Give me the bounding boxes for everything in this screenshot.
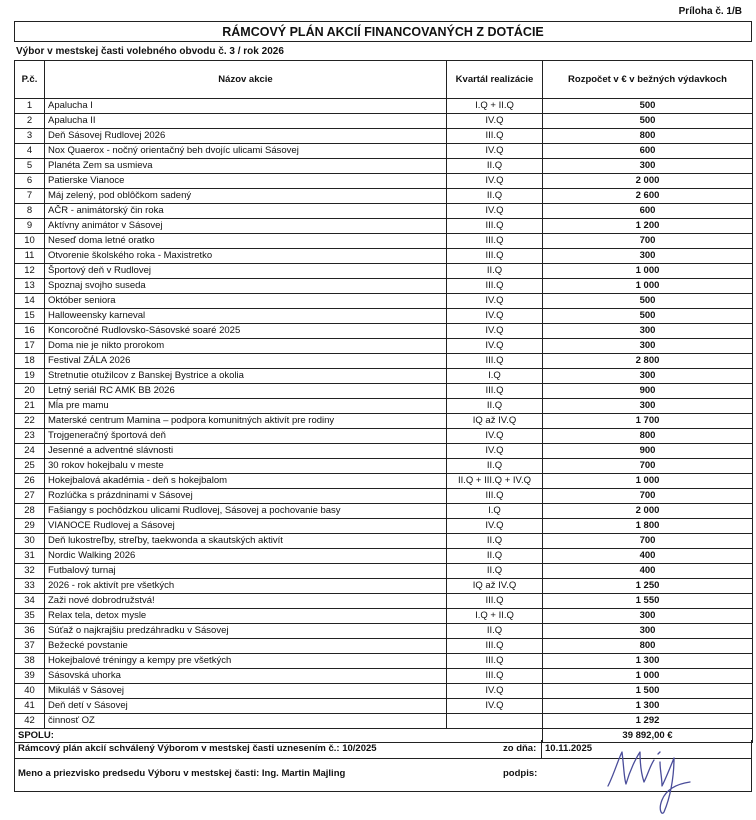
row-quarter: II.Q xyxy=(447,534,543,549)
table-row xyxy=(15,474,753,489)
row-number: 4 xyxy=(15,144,45,159)
row-number: 19 xyxy=(15,369,45,384)
row-budget: 300 xyxy=(543,159,753,174)
table-row xyxy=(15,699,753,714)
table-row xyxy=(15,354,753,369)
table-row xyxy=(15,159,753,174)
table-row xyxy=(15,99,753,114)
row-quarter: I.Q + II.Q xyxy=(447,99,543,114)
row-number: 7 xyxy=(15,189,45,204)
row-name: Hokejbalová akadémia - deň s hokejbalom xyxy=(45,474,447,489)
row-budget: 1 000 xyxy=(543,474,753,489)
row-number: 32 xyxy=(15,564,45,579)
row-budget: 1 800 xyxy=(543,519,753,534)
row-quarter: II.Q xyxy=(447,264,543,279)
table-row xyxy=(15,414,753,429)
row-number: 27 xyxy=(15,489,45,504)
row-number: 26 xyxy=(15,474,45,489)
row-number: 17 xyxy=(15,339,45,354)
row-name: Doma nie je nikto prorokom xyxy=(45,339,447,354)
table-row xyxy=(15,489,753,504)
row-quarter: IV.Q xyxy=(447,444,543,459)
row-budget: 500 xyxy=(543,309,753,324)
chair-label: Meno a priezvisko predsedu Výboru v mestskej časti: Ing. Martin Majling xyxy=(18,768,346,779)
table-row xyxy=(15,384,753,399)
row-quarter: IV.Q xyxy=(447,204,543,219)
table-row xyxy=(15,204,753,219)
row-name: Deň lukostreľby, streľby, taekwonda a skautských aktivít xyxy=(45,534,447,549)
row-quarter: III.Q xyxy=(447,219,543,234)
header-name: Názov akcie xyxy=(45,61,447,99)
row-name: Aktívny animátor v Sásovej xyxy=(45,219,447,234)
row-number: 23 xyxy=(15,429,45,444)
row-budget: 1 000 xyxy=(543,279,753,294)
row-name: Mikuláš v Sásovej xyxy=(45,684,447,699)
row-budget: 1 300 xyxy=(543,654,753,669)
row-quarter: IV.Q xyxy=(447,309,543,324)
document-title: RÁMCOVÝ PLÁN AKCIÍ FINANCOVANÝCH Z DOTÁCIE xyxy=(14,21,752,42)
row-number: 34 xyxy=(15,594,45,609)
row-name: Spoznaj svojho suseda xyxy=(45,279,447,294)
header-number: P.č. xyxy=(15,61,45,99)
row-budget: 1 200 xyxy=(543,219,753,234)
row-name: Hokejbalové tréningy a kempy pre všetkých xyxy=(45,654,447,669)
row-number: 36 xyxy=(15,624,45,639)
row-budget: 2 600 xyxy=(543,189,753,204)
signature-label: podpis: xyxy=(503,768,538,779)
row-budget: 900 xyxy=(543,384,753,399)
row-quarter: II.Q xyxy=(447,624,543,639)
row-number: 25 xyxy=(15,459,45,474)
row-name: Materské centrum Mamina – podpora komunitných aktivít pre rodiny xyxy=(45,414,447,429)
row-number: 16 xyxy=(15,324,45,339)
table-row xyxy=(15,654,753,669)
row-quarter: I.Q xyxy=(447,369,543,384)
row-quarter: IV.Q xyxy=(447,339,543,354)
row-budget: 700 xyxy=(543,534,753,549)
table-row xyxy=(15,444,753,459)
row-name: Jesenné a adventné slávnosti xyxy=(45,444,447,459)
row-quarter xyxy=(447,714,543,729)
row-name: Halloweensky karneval xyxy=(45,309,447,324)
table-row xyxy=(15,294,753,309)
row-quarter: III.Q xyxy=(447,639,543,654)
table-row xyxy=(15,129,753,144)
total-value: 39 892,00 € xyxy=(543,729,753,743)
table-row xyxy=(15,324,753,339)
row-budget: 2 000 xyxy=(543,504,753,519)
row-name: Relax tela, detox mysle xyxy=(45,609,447,624)
row-quarter: III.Q xyxy=(447,384,543,399)
row-name: Deň detí v Sásovej xyxy=(45,699,447,714)
row-quarter: III.Q xyxy=(447,279,543,294)
row-budget: 2 800 xyxy=(543,354,753,369)
total-label: SPOLU: xyxy=(15,729,543,743)
table-row xyxy=(15,429,753,444)
row-name: Otvorenie školského roka - Maxistretko xyxy=(45,249,447,264)
table-row xyxy=(15,144,753,159)
table-row xyxy=(15,504,753,519)
row-name: VIANOCE Rudlovej a Sásovej xyxy=(45,519,447,534)
table-row xyxy=(15,624,753,639)
row-name: Bežecké povstanie xyxy=(45,639,447,654)
row-name: Športový deň v Rudlovej xyxy=(45,264,447,279)
row-name: Fašiangy s pochôdzkou ulicami Rudlovej, Sásovej a pochovanie basy xyxy=(45,504,447,519)
row-number: 5 xyxy=(15,159,45,174)
row-number: 9 xyxy=(15,219,45,234)
table-row xyxy=(15,564,753,579)
table-row xyxy=(15,249,753,264)
row-quarter: II.Q xyxy=(447,399,543,414)
row-name: Patierske Vianoce xyxy=(45,174,447,189)
row-name: Sásovská uhorka xyxy=(45,669,447,684)
row-quarter: II.Q xyxy=(447,189,543,204)
row-name: Trojgeneračný športová deň xyxy=(45,429,447,444)
row-quarter: II.Q + III.Q + IV.Q xyxy=(447,474,543,489)
row-budget: 1 000 xyxy=(543,264,753,279)
committee-subtitle: Výbor v mestskej časti volebného obvodu č. 3 / rok 2026 xyxy=(16,46,284,57)
row-budget: 600 xyxy=(543,144,753,159)
row-name: Nox Quaerox - nočný orientačný beh dvojíc ulicami Sásovej xyxy=(45,144,447,159)
row-quarter: III.Q xyxy=(447,129,543,144)
row-name: AČR - animátorský čin roka xyxy=(45,204,447,219)
table-row xyxy=(15,339,753,354)
row-name: Koncoročné Rudlovsko-Sásovské soaré 2025 xyxy=(45,324,447,339)
row-quarter: II.Q xyxy=(447,159,543,174)
table-row xyxy=(15,219,753,234)
row-budget: 700 xyxy=(543,489,753,504)
row-number: 29 xyxy=(15,519,45,534)
table-row xyxy=(15,399,753,414)
row-name: Neseď doma letné oratko xyxy=(45,234,447,249)
row-budget: 700 xyxy=(543,459,753,474)
row-number: 18 xyxy=(15,354,45,369)
table-row xyxy=(15,609,753,624)
row-budget: 400 xyxy=(543,549,753,564)
row-budget: 1 500 xyxy=(543,684,753,699)
table-row xyxy=(15,639,753,654)
row-budget: 800 xyxy=(543,129,753,144)
row-number: 6 xyxy=(15,174,45,189)
row-budget: 1 000 xyxy=(543,669,753,684)
row-name: Zaži nové dobrodružstvá! xyxy=(45,594,447,609)
row-quarter: III.Q xyxy=(447,654,543,669)
row-budget: 300 xyxy=(543,249,753,264)
row-budget: 2 000 xyxy=(543,174,753,189)
header-budget: Rozpočet v € v bežných výdavkoch xyxy=(543,61,753,99)
row-quarter: III.Q xyxy=(447,594,543,609)
table-row xyxy=(15,594,753,609)
row-budget: 300 xyxy=(543,399,753,414)
row-quarter: I.Q + II.Q xyxy=(447,609,543,624)
row-budget: 500 xyxy=(543,99,753,114)
row-budget: 300 xyxy=(543,369,753,384)
row-quarter: IV.Q xyxy=(447,684,543,699)
row-budget: 1 250 xyxy=(543,579,753,594)
row-number: 24 xyxy=(15,444,45,459)
actions-table xyxy=(14,60,753,743)
row-quarter: IQ až IV.Q xyxy=(447,579,543,594)
row-quarter: IV.Q xyxy=(447,324,543,339)
row-budget: 300 xyxy=(543,609,753,624)
table-row xyxy=(15,669,753,684)
row-budget: 600 xyxy=(543,204,753,219)
row-budget: 700 xyxy=(543,234,753,249)
divider xyxy=(541,740,542,758)
row-name: Mĺa pre mamu xyxy=(45,399,447,414)
row-name: Apalucha I xyxy=(45,99,447,114)
row-quarter: IV.Q xyxy=(447,699,543,714)
header-quarter: Kvartál realizácie xyxy=(447,61,543,99)
row-name: Október seniora xyxy=(45,294,447,309)
row-name: Nordic Walking 2026 xyxy=(45,549,447,564)
row-quarter: IV.Q xyxy=(447,294,543,309)
row-budget: 800 xyxy=(543,429,753,444)
date-label: zo dňa: xyxy=(503,743,537,754)
row-number: 22 xyxy=(15,414,45,429)
date-value: 10.11.2025 xyxy=(545,743,593,754)
row-quarter: III.Q xyxy=(447,669,543,684)
row-name: Deň Sásovej Rudlovej 2026 xyxy=(45,129,447,144)
attachment-label: Príloha č. 1/B xyxy=(678,6,742,17)
row-number: 35 xyxy=(15,609,45,624)
row-number: 14 xyxy=(15,294,45,309)
row-number: 30 xyxy=(15,534,45,549)
row-number: 21 xyxy=(15,399,45,414)
handwritten-signature xyxy=(600,738,710,818)
row-budget: 800 xyxy=(543,639,753,654)
row-number: 33 xyxy=(15,579,45,594)
row-budget: 400 xyxy=(543,564,753,579)
row-budget: 300 xyxy=(543,624,753,639)
row-number: 15 xyxy=(15,309,45,324)
row-number: 8 xyxy=(15,204,45,219)
row-name: 30 rokov hokejbalu v meste xyxy=(45,459,447,474)
row-name: Máj zelený, pod oblôčkom sadený xyxy=(45,189,447,204)
row-name: Súťaž o najkrajšiu predzáhradku v Sásovej xyxy=(45,624,447,639)
row-quarter: III.Q xyxy=(447,489,543,504)
row-number: 40 xyxy=(15,684,45,699)
table-row xyxy=(15,534,753,549)
table-row xyxy=(15,369,753,384)
row-number: 31 xyxy=(15,549,45,564)
row-quarter: IV.Q xyxy=(447,174,543,189)
row-number: 12 xyxy=(15,264,45,279)
row-number: 37 xyxy=(15,639,45,654)
table-row xyxy=(15,549,753,564)
row-budget: 1 292 xyxy=(543,714,753,729)
row-name: Festival ZÁLA 2026 xyxy=(45,354,447,369)
row-quarter: III.Q xyxy=(447,249,543,264)
row-number: 3 xyxy=(15,129,45,144)
row-number: 20 xyxy=(15,384,45,399)
row-budget: 300 xyxy=(543,339,753,354)
row-quarter: IV.Q xyxy=(447,144,543,159)
row-number: 39 xyxy=(15,669,45,684)
table-row xyxy=(15,714,753,729)
table-header-row xyxy=(15,61,753,99)
table-row xyxy=(15,519,753,534)
row-quarter: II.Q xyxy=(447,564,543,579)
row-number: 42 xyxy=(15,714,45,729)
row-budget: 1 300 xyxy=(543,699,753,714)
row-quarter: IQ až IV.Q xyxy=(447,414,543,429)
row-name: Apalucha II xyxy=(45,114,447,129)
row-name: Planéta Zem sa usmieva xyxy=(45,159,447,174)
row-name: činnosť OZ xyxy=(45,714,447,729)
table-row xyxy=(15,114,753,129)
row-budget: 500 xyxy=(543,294,753,309)
approval-label: Rámcový plán akcií schválený Výborom v mestskej časti uznesením č.: 10/2025 xyxy=(18,743,377,754)
row-quarter: III.Q xyxy=(447,354,543,369)
row-name: Rozlúčka s prázdninami v Sásovej xyxy=(45,489,447,504)
row-number: 13 xyxy=(15,279,45,294)
row-quarter: IV.Q xyxy=(447,519,543,534)
row-name: 2026 - rok aktivít pre všetkých xyxy=(45,579,447,594)
table-row xyxy=(15,264,753,279)
row-name: Stretnutie otužilcov z Banskej Bystrice a okolia xyxy=(45,369,447,384)
table-row xyxy=(15,459,753,474)
row-number: 10 xyxy=(15,234,45,249)
row-number: 2 xyxy=(15,114,45,129)
row-quarter: II.Q xyxy=(447,549,543,564)
row-number: 1 xyxy=(15,99,45,114)
row-number: 28 xyxy=(15,504,45,519)
row-quarter: I.Q xyxy=(447,504,543,519)
row-number: 38 xyxy=(15,654,45,669)
row-quarter: III.Q xyxy=(447,234,543,249)
row-budget: 1 700 xyxy=(543,414,753,429)
row-quarter: II.Q xyxy=(447,459,543,474)
row-budget: 300 xyxy=(543,324,753,339)
row-name: Letný seriál RC AMK BB 2026 xyxy=(45,384,447,399)
table-row xyxy=(15,189,753,204)
table-row xyxy=(15,684,753,699)
row-number: 11 xyxy=(15,249,45,264)
table-row xyxy=(15,279,753,294)
row-budget: 900 xyxy=(543,444,753,459)
table-row xyxy=(15,234,753,249)
row-quarter: IV.Q xyxy=(447,114,543,129)
row-name: Futbalový turnaj xyxy=(45,564,447,579)
row-quarter: IV.Q xyxy=(447,429,543,444)
row-budget: 1 550 xyxy=(543,594,753,609)
table-row xyxy=(15,579,753,594)
table-row xyxy=(15,174,753,189)
row-budget: 500 xyxy=(543,114,753,129)
row-number: 41 xyxy=(15,699,45,714)
table-row xyxy=(15,309,753,324)
